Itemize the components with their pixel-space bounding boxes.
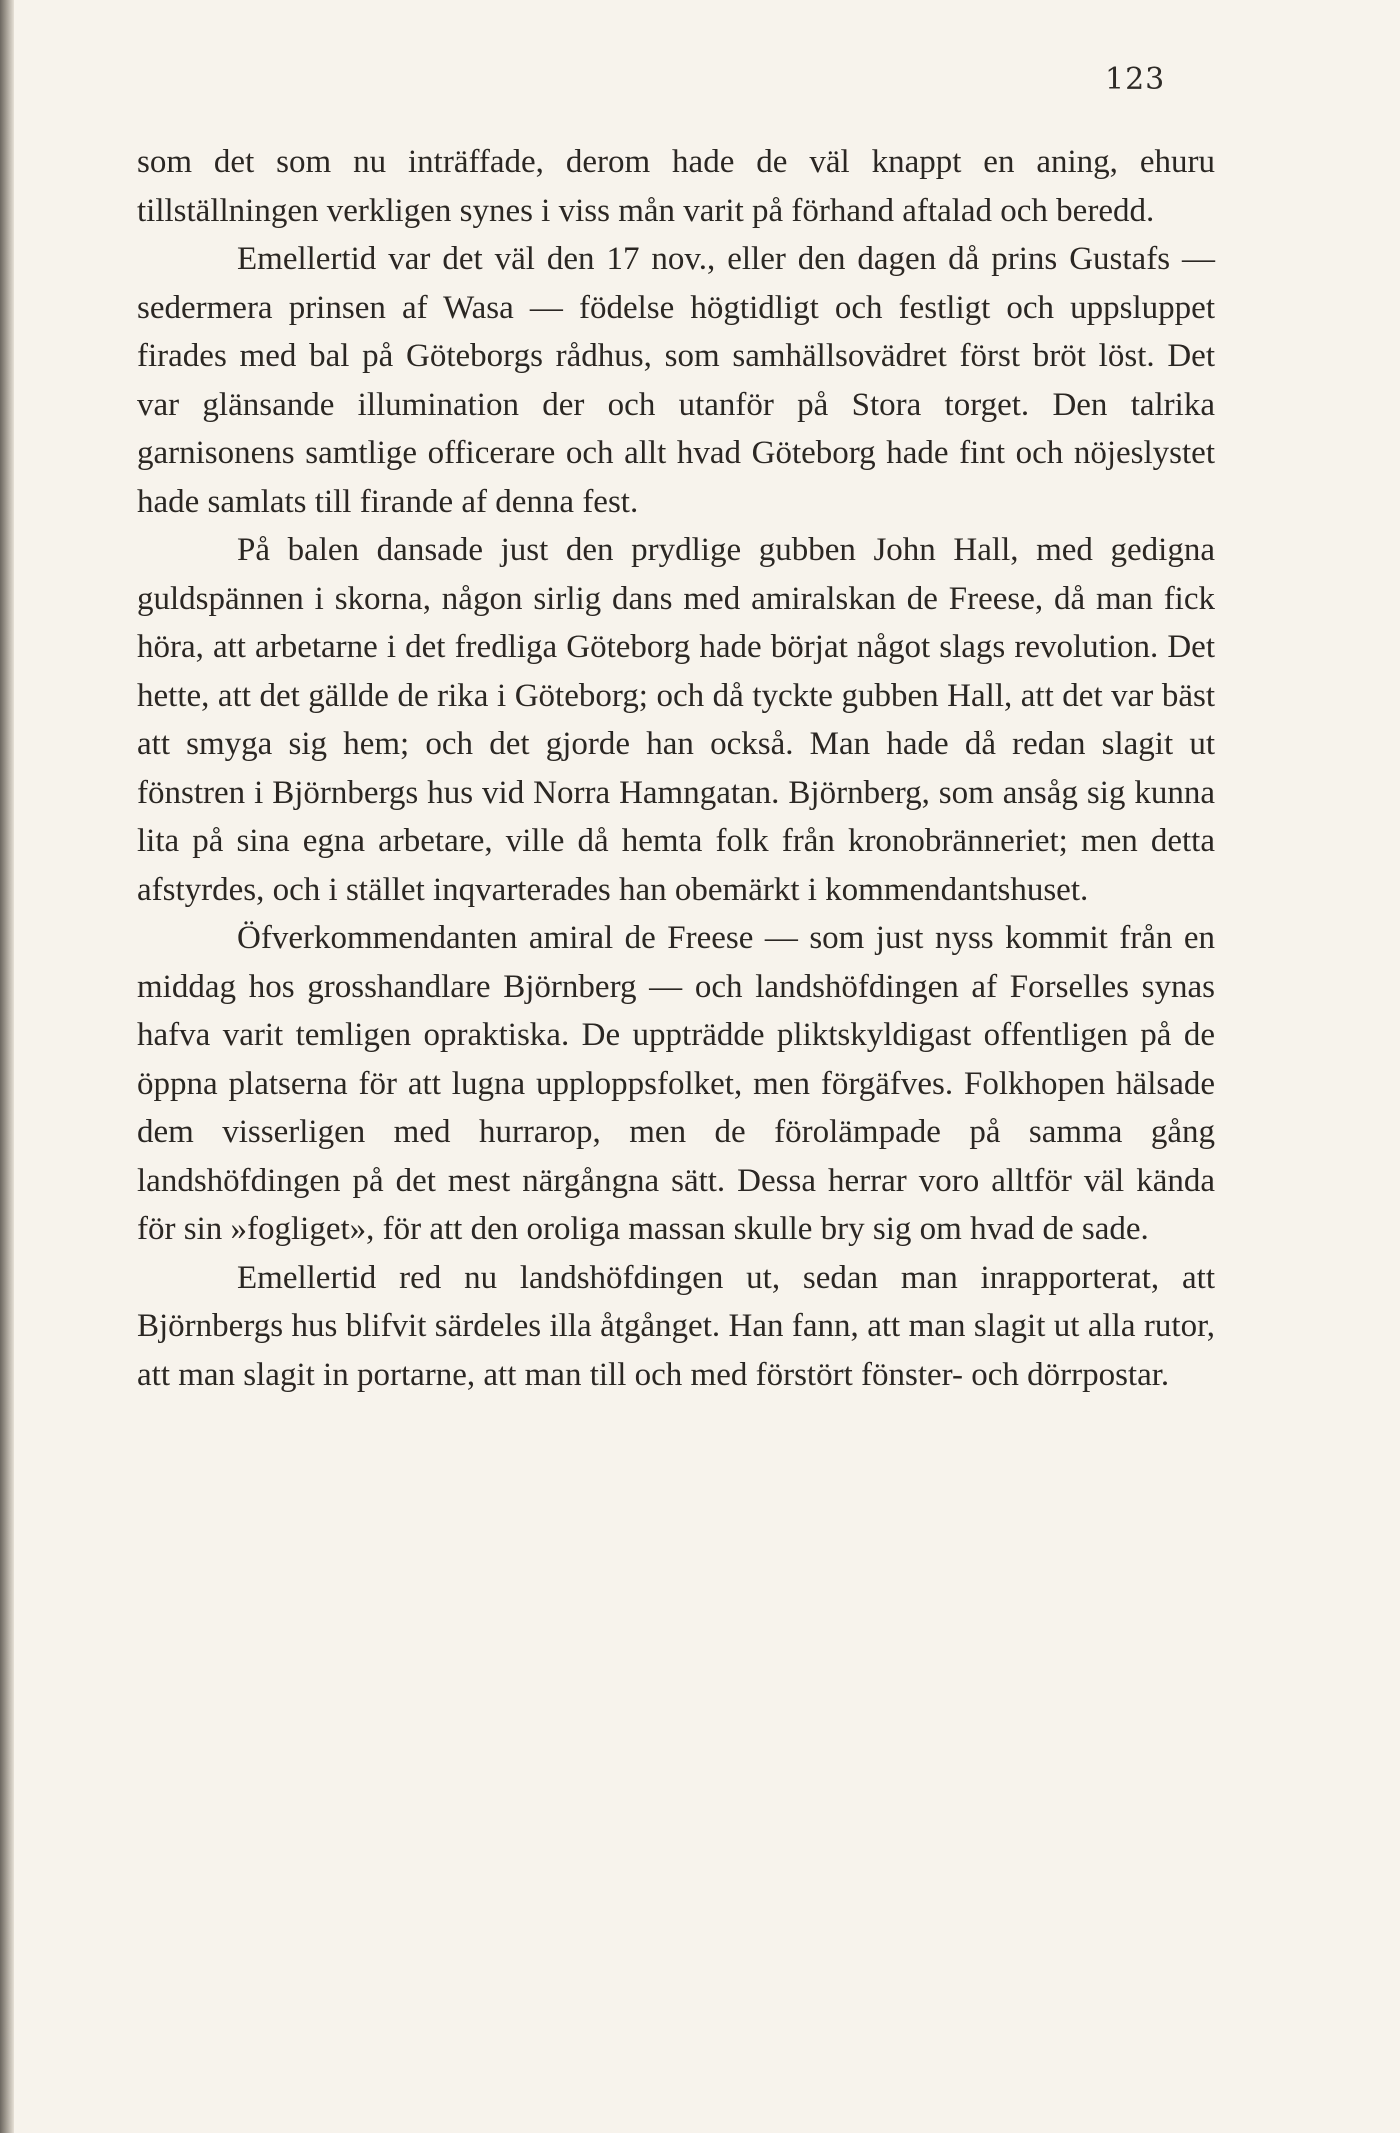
paragraph: Emellertid var det väl den 17 nov., eller den dagen då prins Gustafs — sedermera prinsen af Wasa — födelse högtidligt och festligt och uppsluppet firades med bal på Göteborgs rådhus, som samhällsovädret först bröt löst. Det var glänsande illumination der och utanför på Stora torget. Den talrika garnisonens samtlige officerare och allt hvad Göteborg hade fint och nöjeslystet hade samlats till firande af denna fest. — [137, 241, 1215, 520]
paragraph: På balen dansade just den prydlige gubben John Hall, med gedigna guldspännen i skorna, någon sirlig dans med amiralskan de Freese, då man fick höra, att arbetarne i det fredliga Göteborg hade börjat något slags revolution. Det hette, att det gällde de rika i Göteborg; och då tyckte gubben Hall, att det var bäst att smyga sig hem; och det gjorde han också. Man hade då redan slagit ut fönstren i Björnbergs hus vid Norra Hamngatan. Björnberg, som ansåg sig kunna lita på sina egna arbetare, ville då hemta folk från kronobränneriet; men detta afstyrdes, och i stället inqvarterades han obemärkt i kommendantshuset. — [137, 532, 1215, 908]
paragraph: Emellertid red nu landshöfdingen ut, sedan man inrapporterat, att Björnbergs hus blifvit särdeles illa åtgånget. Han fann, att man slagit ut alla rutor, att man slagit in portarne, att man till och med förstört fönster- och dörrpostar. — [137, 1259, 1215, 1393]
page-binding-edge — [0, 0, 14, 2133]
paragraph: som det som nu inträffade, derom hade de väl knappt en aning, ehuru tillställningen verkligen synes i viss mån varit på förhand aftalad och beredd. — [137, 144, 1215, 229]
page-number: 123 — [1105, 62, 1166, 97]
body-text — [137, 138, 1215, 1399]
paragraph: Öfverkommendanten amiral de Freese — som just nyss kommit från en middag hos grosshandlare Björnberg — och landshöfdingen af Forselles synas hafva varit temligen opraktiska. De uppträdde pliktskyldigast offentligen på de öppna platserna för att lugna upploppsfolket, men förgäfves. Folkhopen hälsade dem visserligen med hurrarop, men de förolämpade på samma gång landshöfdingen på det mest närgångna sätt. Dessa herrar voro alltför väl kända för sin »fogliget», för att den oroliga massan skulle bry sig om hvad de sade. — [137, 920, 1215, 1247]
